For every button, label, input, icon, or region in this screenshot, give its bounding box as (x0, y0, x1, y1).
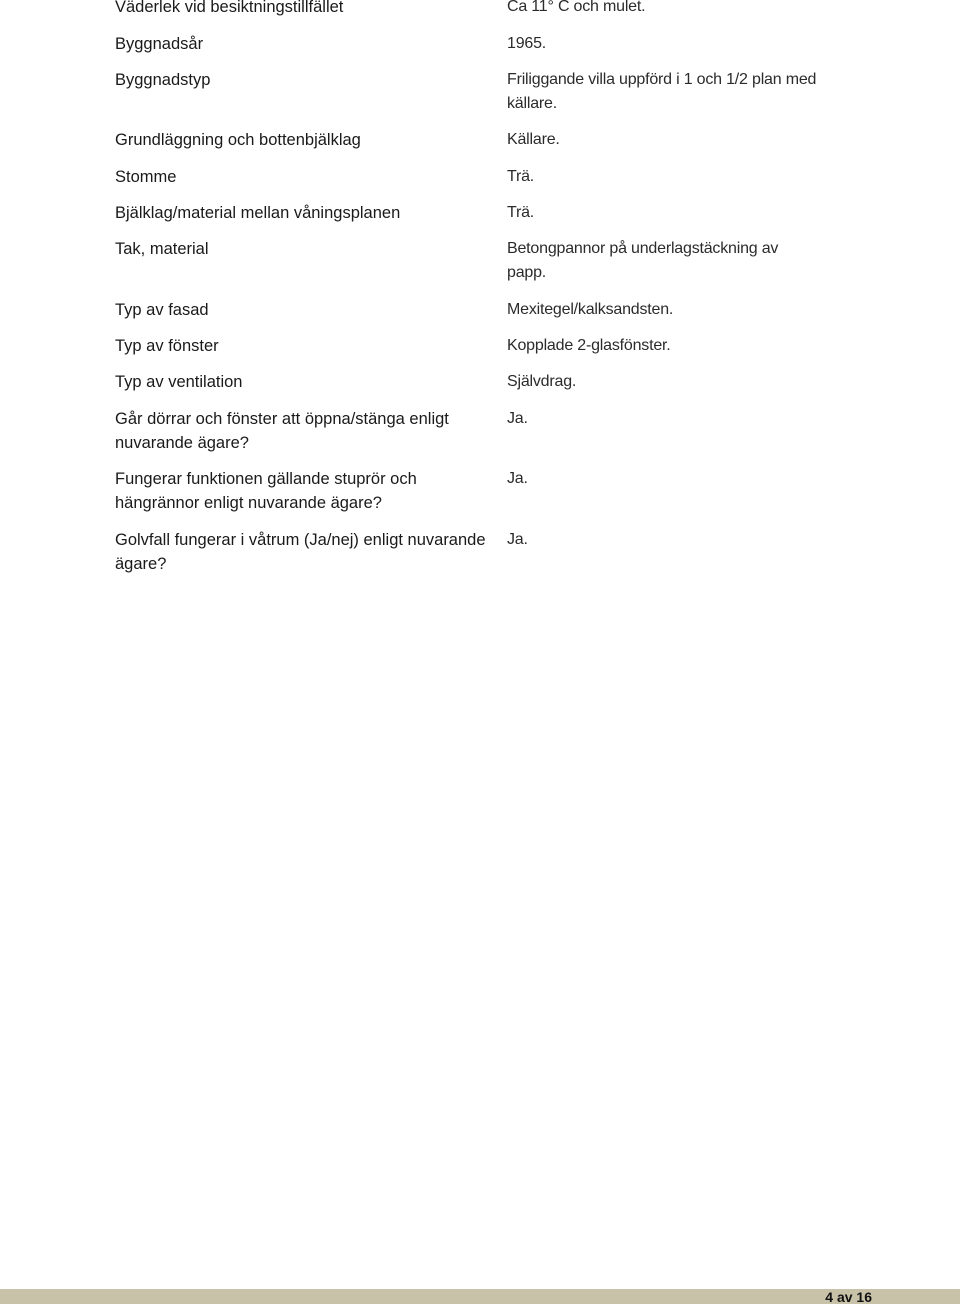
row-label: Byggnadsår (115, 35, 204, 53)
row-label: Typ av ventilation (115, 373, 243, 391)
row-value: Betongpannor på underlagstäckning av papp. (507, 240, 779, 281)
row-value: Trä. (507, 168, 535, 185)
row-label: Typ av fönster (115, 337, 219, 355)
footer-bar (0, 1289, 960, 1304)
row-label: Byggnadstyp (115, 71, 211, 89)
row-value: Ja. (507, 470, 528, 487)
row-value: Trä. (507, 204, 535, 221)
row-value: Kopplade 2-glasfönster. (507, 337, 671, 354)
row-label: Går dörrar och fönster att öppna/stänga enligt nuvarande ägare? (115, 410, 449, 452)
row-label: Tak, material (115, 240, 209, 258)
row-label: Stomme (115, 168, 177, 186)
row-value: 1965. (507, 35, 547, 52)
row-value: Mexitegel/kalksandsten. (507, 301, 674, 318)
row-value: Självdrag. (507, 373, 577, 390)
row-label: Fungerar funktionen gällande stuprör och hängrännor enligt nuvarande ägare? (115, 470, 417, 512)
row-label: Bjälklag/material mellan våningsplanen (115, 204, 401, 222)
row-value: Ja. (507, 531, 528, 548)
row-value: Källare. (507, 131, 560, 148)
row-label: Väderlek vid besiktningstillfället (115, 0, 344, 16)
row-value: Ja. (507, 410, 528, 427)
row-label: Typ av fasad (115, 301, 209, 319)
row-value: Ca 11° C och mulet. (507, 0, 646, 15)
row-label: Golvfall fungerar i våtrum (Ja/nej) enligt nuvarande ägare? (115, 531, 486, 573)
row-label: Grundläggning och bottenbjälklag (115, 131, 361, 149)
page-number: 4 av 16 (825, 1289, 872, 1305)
row-value: Friliggande villa uppförd i 1 och 1/2 plan med källare. (507, 71, 817, 112)
